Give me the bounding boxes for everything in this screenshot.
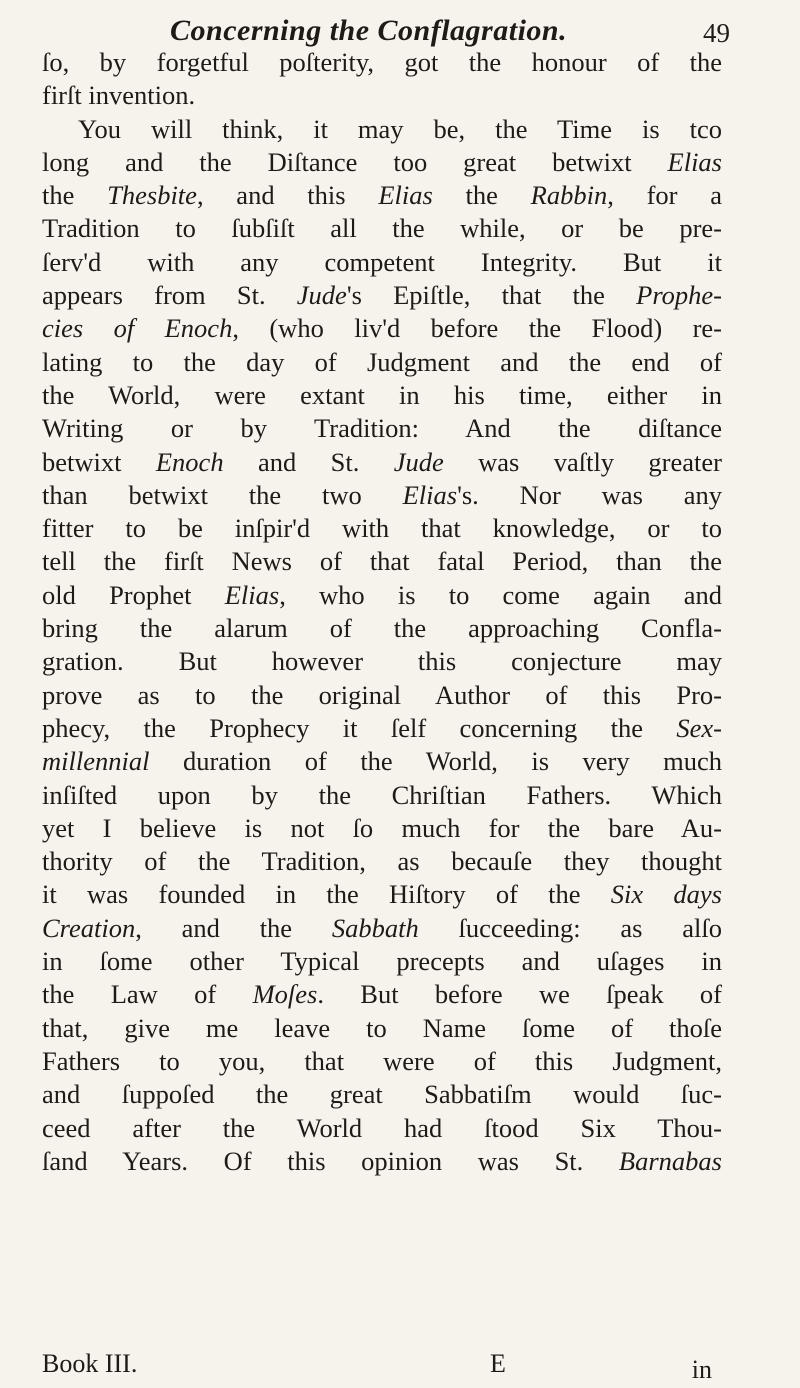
text-run: inſiſted upon by the Chriſtian Fathers. Which xyxy=(42,779,722,810)
text-line xyxy=(42,446,722,479)
text-line xyxy=(42,679,722,712)
text-line xyxy=(42,512,722,545)
italic-run: Prophe- xyxy=(636,280,722,311)
text-run: , and the xyxy=(135,912,332,943)
text-run: prove as to the original Author of this Pro- xyxy=(42,679,722,710)
text-line xyxy=(42,745,722,778)
text-run: ceed after the World had ſtood Six Thou- xyxy=(42,1112,722,1143)
text-line xyxy=(42,412,722,445)
text-line xyxy=(42,1112,722,1145)
text-run: Writing or by Tradition: And the diſtance xyxy=(42,413,722,444)
text-line xyxy=(42,146,722,179)
text-line xyxy=(42,978,722,1011)
text-run: fitter to be inſpir'd with that knowledge, or to xyxy=(42,513,722,544)
running-title: Concerning the Conflagration. xyxy=(170,14,568,47)
text-run: , (who liv'd before the Flood) re- xyxy=(232,313,722,344)
text-line xyxy=(42,612,722,645)
text-run: in ſome other Typical precepts and uſages in xyxy=(42,946,722,977)
text-run: the World, were extant in his time, either in xyxy=(42,379,722,410)
italic-run: Enoch xyxy=(155,446,224,477)
text-run: Tradition to ſubſiſt all the while, or be pre- xyxy=(42,213,722,244)
text-run: 's. Nor was any xyxy=(457,479,722,510)
text-line xyxy=(42,46,722,79)
text-run: old Prophet xyxy=(42,579,225,610)
text-run: thority of the Tradition, as becauſe they thought xyxy=(42,846,722,877)
text-run: 's Epiſtle, that the xyxy=(346,280,637,311)
text-run: . But before we ſpeak of xyxy=(317,979,722,1010)
italic-run: Rabbin xyxy=(530,180,608,211)
text-line xyxy=(42,479,722,512)
text-run: long and the Diſtance too great betwixt xyxy=(42,146,668,177)
text-run: Fathers to you, that were of this Judgment, xyxy=(42,1045,722,1076)
catchword: in xyxy=(691,1355,712,1384)
text-run: , who is to come again and xyxy=(279,579,722,610)
italic-run: Jude xyxy=(296,280,347,311)
text-run: duration of the World, is very much xyxy=(149,746,722,777)
italic-run: Sex- xyxy=(676,712,722,743)
text-line xyxy=(42,779,722,812)
italic-run: cies of Enoch xyxy=(42,313,233,344)
text-run: lating to the day of Judgment and the end of xyxy=(42,346,722,377)
text-run: ſerv'd with any competent Integrity. But it xyxy=(42,246,722,277)
italic-run: Elias xyxy=(402,479,458,510)
text-line xyxy=(42,379,722,412)
text-line xyxy=(42,545,722,578)
text-line xyxy=(42,812,722,845)
page-footer xyxy=(42,1349,722,1383)
text-line xyxy=(42,179,722,212)
text-run: yet I believe is not ſo much for the bare Au- xyxy=(42,812,722,843)
text-run: than betwixt the two xyxy=(42,479,403,510)
text-line xyxy=(42,1045,722,1078)
text-run: ſucceeding: as alſo xyxy=(418,912,722,943)
italic-run: Moſes xyxy=(252,979,318,1010)
text-line xyxy=(42,113,722,146)
text-run: was vaſtly greater xyxy=(443,446,722,477)
text-line xyxy=(42,1145,722,1178)
body-text xyxy=(42,46,722,1178)
italic-run: millennial xyxy=(42,746,150,777)
text-run: phecy, the Prophecy it ſelf concerning the xyxy=(42,712,677,743)
text-line xyxy=(42,212,722,245)
italic-run: Sabbath xyxy=(331,912,419,943)
text-line xyxy=(42,645,722,678)
text-run: firſt invention. xyxy=(42,80,196,111)
italic-run: Barnabas xyxy=(618,1145,722,1176)
text-run: appears from St. xyxy=(42,280,297,311)
signature-mark: E xyxy=(490,1349,506,1378)
text-run: that, give me leave to Name ſome of thoſe xyxy=(42,1012,722,1043)
text-line xyxy=(42,878,722,911)
italic-run: Jude xyxy=(393,446,444,477)
text-line xyxy=(42,712,722,745)
italic-run: Elias xyxy=(378,180,433,211)
text-line xyxy=(42,79,722,112)
text-run: the Law of xyxy=(42,979,253,1010)
text-run: it was founded in the Hiſtory of the xyxy=(42,879,611,910)
text-run: and ſuppoſed the great Sabbatiſm would ſuc- xyxy=(42,1079,722,1110)
text-run: , and this xyxy=(196,180,379,211)
italic-run: Thesbite xyxy=(107,180,197,211)
text-line xyxy=(42,246,722,279)
footer-book-label: Book III. xyxy=(42,1349,138,1378)
text-line xyxy=(42,1012,722,1045)
text-run: and St. xyxy=(223,446,394,477)
text-run: , for a xyxy=(607,180,722,211)
text-line xyxy=(42,945,722,978)
text-run: ſand Years. Of this opinion was St. xyxy=(42,1145,619,1176)
italic-run: Elias xyxy=(224,579,280,610)
text-line xyxy=(42,912,722,945)
text-line xyxy=(42,346,722,379)
text-run: ſo, by forgetful poſterity, got the honour of the xyxy=(42,47,722,77)
text-run: tell the firſt News of that fatal Period, than the xyxy=(42,546,722,577)
text-run: the xyxy=(432,180,531,211)
text-run: betwixt xyxy=(42,446,156,477)
text-run: the xyxy=(42,180,108,211)
text-line xyxy=(42,279,722,312)
italic-run: Creation xyxy=(42,912,136,943)
text-run: gration. But however this conjecture may xyxy=(42,646,722,677)
text-run: You will think, it may be, the Time is tco xyxy=(78,113,722,144)
text-line xyxy=(42,579,722,612)
text-line xyxy=(42,312,722,345)
text-line xyxy=(42,845,722,878)
italic-run: Elias xyxy=(667,146,722,177)
page-number: 49 xyxy=(703,18,730,48)
italic-run: Six days xyxy=(610,879,722,910)
text-line xyxy=(42,1078,722,1111)
text-run: bring the alarum of the approaching Confla- xyxy=(42,613,722,644)
